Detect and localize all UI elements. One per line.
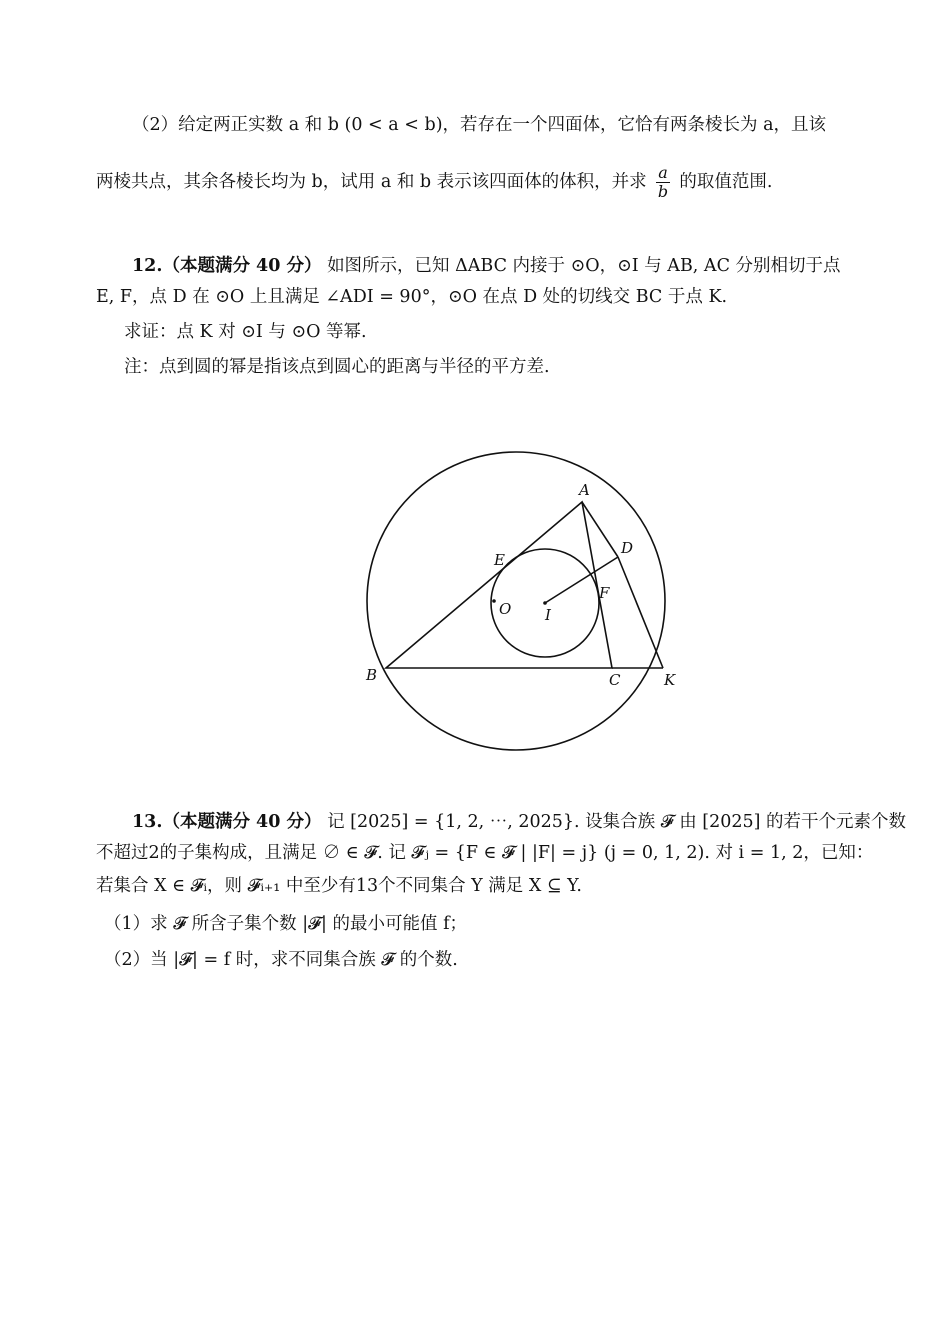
q12-line2: E, F，点 D 在 ⊙O 上且满足 ∠ADI = 90°，⊙O 在点 D 处的切线交 BC 于点 K.	[96, 287, 728, 307]
q13-line2: 不超过2的子集构成，且满足 ∅ ∈ 𝓕. 记 𝓕ⱼ = {F ∈ 𝓕 | |F| = j} (j = 0, 1, 2). 对 i = 1, 2，已知：	[96, 843, 874, 863]
q12-note: 注：点到圆的幂是指该点到圆心的距离与半径的平方差.	[124, 357, 550, 377]
q12-heading: 12.（本题满分 40 分）	[132, 256, 322, 276]
q13-line1-text: 记 [2025] = {1, 2, ⋯, 2025}. 设集合族 𝓕 由 [2025] 的若干个元素个数	[327, 812, 907, 832]
circle-o	[367, 452, 665, 750]
point-i	[543, 601, 547, 605]
q11-part2-line1: （2）给定两正实数 a 和 b (0 < a < b)，若存在一个四面体，它恰有两条棱长为 a，且该	[132, 115, 827, 135]
q13-part2: （2）当 |𝓕| = f 时，求不同集合族 𝓕 的个数.	[104, 950, 458, 970]
label-e: E	[494, 551, 505, 569]
label-f: F	[599, 584, 610, 602]
q11-part2-line2-post: 的取值范围.	[679, 172, 773, 192]
q12-prove: 求证：点 K 对 ⊙I 与 ⊙O 等幂.	[124, 322, 367, 342]
q13-part1: （1）求 𝓕 所含子集个数 |𝓕| 的最小可能值 f；	[104, 914, 468, 934]
q13-line1	[132, 810, 906, 834]
q13-heading: 13.（本题满分 40 分）	[132, 812, 322, 832]
label-c: C	[609, 671, 621, 689]
q12-line1-text: 如图所示，已知 ΔABC 内接于 ⊙O，⊙I 与 AB, AC 分别相切于点	[327, 256, 841, 276]
label-d: D	[621, 539, 634, 557]
label-b: B	[366, 666, 378, 684]
q13-line3: 若集合 X ∈ 𝓕ᵢ，则 𝓕ᵢ₊₁ 中至少有13个不同集合 Y 满足 X ⊆ Y.	[96, 876, 582, 896]
q11-part2-line2-pre: 两棱共点，其余各棱长均为 b，试用 a 和 b 表示该四面体的体积，并求	[96, 172, 647, 192]
label-i: I	[545, 606, 551, 624]
triangle-abc	[386, 502, 612, 668]
label-k: K	[664, 671, 676, 689]
fraction-numerator: a	[658, 163, 668, 182]
label-o: O	[499, 600, 512, 618]
point-o	[492, 599, 496, 603]
tangent-dk	[618, 557, 663, 668]
fraction-denominator: b	[657, 182, 669, 201]
label-a: A	[579, 481, 590, 499]
